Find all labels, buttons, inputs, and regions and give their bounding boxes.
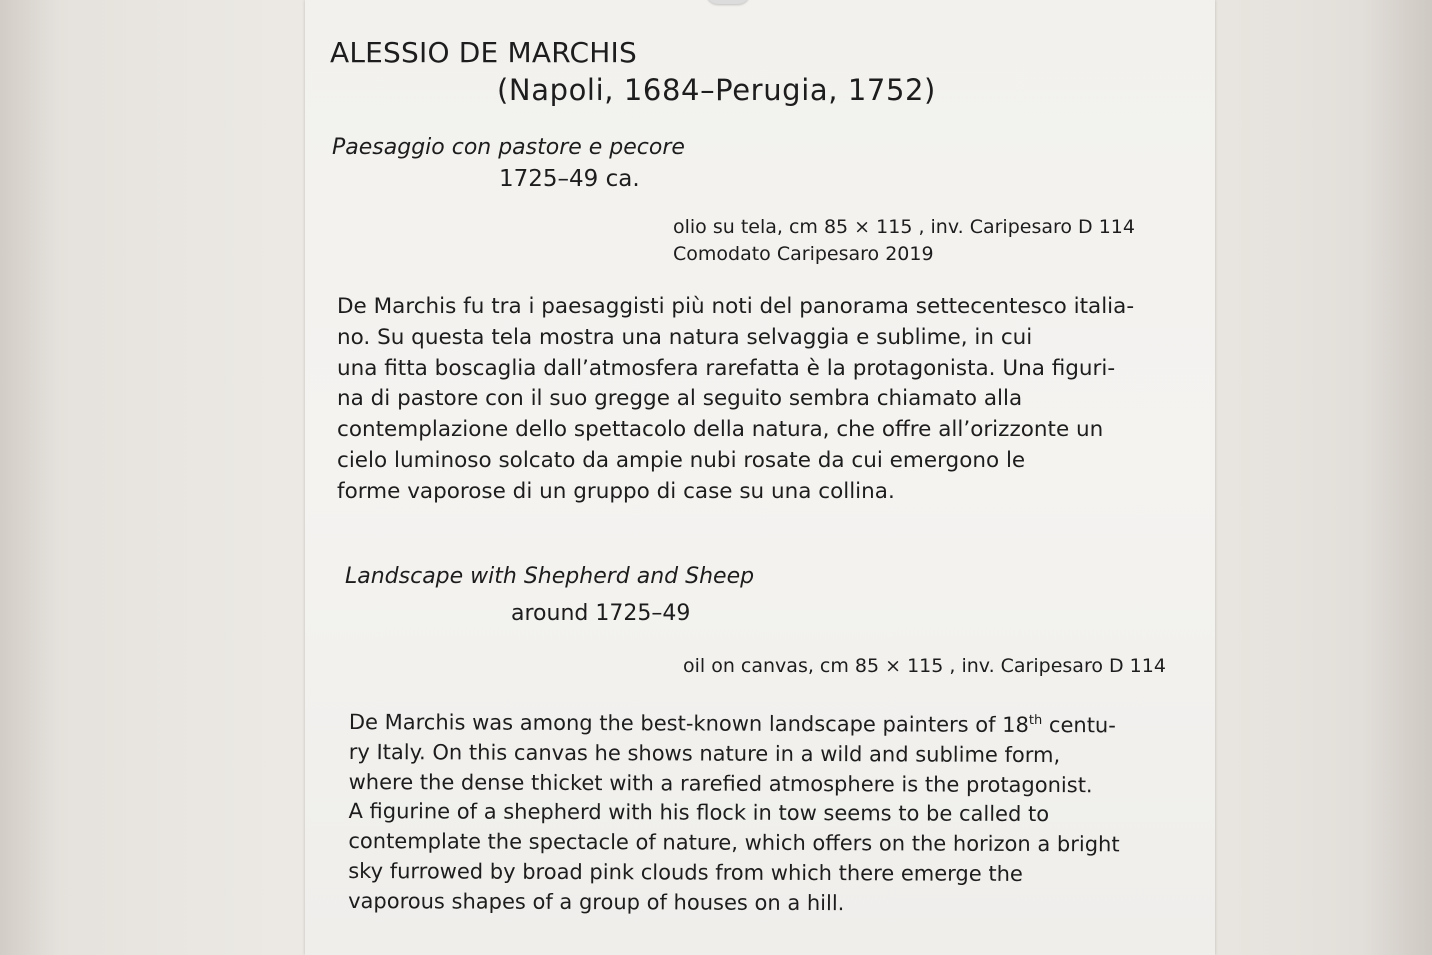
description-line: una fitta boscaglia dall’atmosfera rarefatta è la protagonista. Una figuri-	[337, 355, 1116, 381]
ordinal-suffix: th	[1028, 712, 1043, 729]
description-line: where the dense thicket with a rarefied atmosphere is the protagonist.	[348, 769, 1093, 797]
loan-credit: Comodato Caripesaro 2019	[673, 243, 934, 265]
artist-lifespan: (Napoli, 1684–Perugia, 1752)	[497, 73, 936, 107]
artist-name: ALESSIO DE MARCHIS	[330, 36, 637, 69]
description-line: ry Italy. On this canvas he shows nature in a wild and sublime form,	[348, 739, 1061, 767]
description-line: vaporous shapes of a group of houses on a hill.	[348, 888, 845, 915]
artwork-title-english: Landscape with Shepherd and Sheep	[345, 564, 755, 589]
description-line	[349, 703, 1120, 741]
description-text: De Marchis was among the best-known landscape painters of 18	[348, 709, 1029, 737]
description-line: contemplate the spectacle of nature, which offers on the horizon a bright	[348, 829, 1120, 857]
artwork-title-italian: Paesaggio con pastore e pecore	[332, 135, 685, 160]
description-line: contemplazione dello spettacolo della natura, che offre all’orizzonte un	[337, 417, 1104, 443]
description-italian	[337, 292, 1134, 508]
description-english	[348, 703, 1120, 920]
description-line: A figurine of a shepherd with his flock in tow seems to be called to	[348, 799, 1050, 827]
description-line: De Marchis fu tra i paesaggisti più noti del panorama settecentesco italia-	[337, 294, 1135, 319]
technique-english: oil on canvas, cm 85 × 115 , inv. Caripesaro D 114	[683, 655, 1166, 677]
artwork-date-english: around 1725–49	[511, 601, 691, 626]
artwork-date-italian: 1725–49 ca.	[499, 166, 640, 192]
technique-italian: olio su tela, cm 85 × 115 , inv. Caripesaro D 114	[673, 216, 1135, 238]
description-line: cielo luminoso solcato da ampie nubi rosate da cui emergono le	[337, 447, 1026, 473]
wall-shadow-right	[1362, 0, 1432, 955]
description-line: na di pastore con il suo gregge al seguito sembra chiamato alla	[337, 386, 1023, 412]
description-line: forme vaporose di un gruppo di case su una collina.	[337, 478, 895, 504]
description-line: no. Su questa tela mostra una natura selvaggia e sublime, in cui	[337, 324, 1033, 350]
description-text: centu-	[1042, 713, 1116, 738]
description-line: sky furrowed by broad pink clouds from which there emerge the	[348, 858, 1023, 886]
wall-shadow-left	[0, 0, 60, 955]
